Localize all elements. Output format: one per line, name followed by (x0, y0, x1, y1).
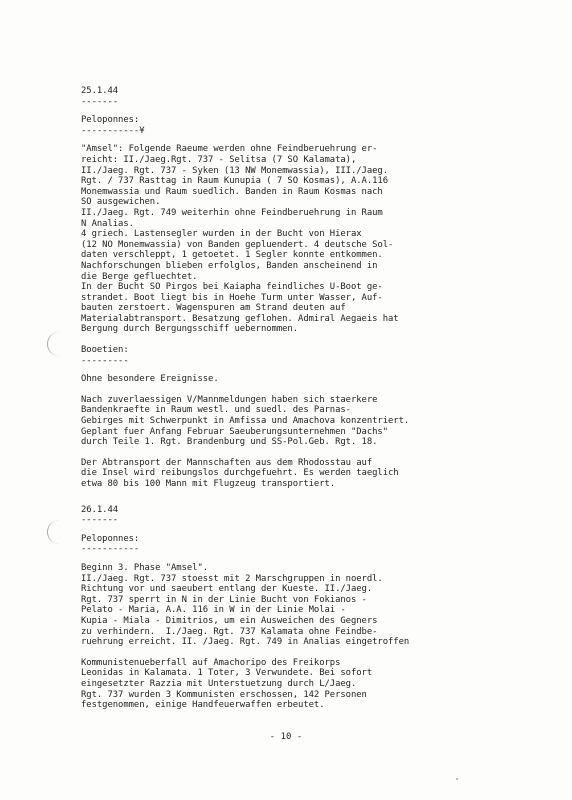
paragraph-line: Bandenkraefte in Raum westl. und suedl. des Parnas- (81, 405, 351, 416)
paragraph-line: Rgt. 737 wurden 3 Kommunisten erschossen, 142 Personen (81, 689, 367, 700)
page-number: - 10 - (269, 732, 303, 742)
spacer (81, 526, 481, 534)
paragraph-line: Ohne besondere Ereignisse. (81, 374, 219, 385)
spacer (81, 335, 481, 345)
spacer (81, 385, 481, 395)
paragraph-line: Nachforschungen blieben erfolglos, Banden anscheinend in (81, 260, 378, 271)
paragraph-line: strandet. Boot liegt bis in Hoehe Turm unter Wasser, Auf- (81, 292, 383, 303)
paragraph-line: daten verschleppt, 1 getoetet. 1 Segler konnte entkommen. (81, 250, 383, 261)
spacer (81, 490, 481, 505)
spacer (81, 366, 481, 374)
paragraph-line: Monemwassia und Raum suedlich. Banden in Raum Kosmas nach (81, 186, 383, 197)
section-heading: Peloponnes: (81, 533, 140, 544)
paragraph-line: zu verhindern. I./Jaeg. Rgt. 737 Kalamata ohne Feindbe- (81, 626, 378, 637)
date-underline: ------- (81, 96, 119, 107)
paragraph-line: etwa 80 bis 100 Mann mit Flugzeug transportiert. (81, 479, 336, 489)
paragraph-line: (12 NO Monemwassia) von Banden gepluendert. 4 deutsche Sol- (81, 239, 394, 250)
paragraph-line: reicht: II./Jaeg.Rgt. 737 - Selitsa (7 SO Kalamata), (81, 154, 357, 165)
margin-scan-mark (47, 332, 60, 356)
spacer (81, 136, 481, 144)
paragraph-line: bauten zerstoert. Wagenspuren am Strand deuten auf (81, 303, 346, 314)
spacer (81, 648, 481, 658)
heading-underline: ----------- (81, 544, 140, 555)
paragraph-line: Bergung durch Bergungsschiff uebernommen. (81, 324, 299, 335)
paragraph-line: Materialabtransport. Besatzung geflohen. Admiral Aegaeis hat (81, 313, 399, 324)
scan-speck (456, 778, 458, 780)
paragraph-line: Geplant fuer Anfang Februar Saeuberungsunternehmen "Dachs" (81, 426, 389, 437)
spacer (81, 107, 481, 115)
heading-underline: -----------¥ (81, 125, 145, 136)
paragraph-line: festgenommen, einige Handfeuerwaffen erbeutet. (81, 700, 325, 711)
paragraph-line: ruehrung erreicht. II. /Jaeg. Rgt. 749 in Analias eingetroffen (81, 637, 410, 648)
spacer (81, 555, 481, 563)
paragraph-line: Pelato - Maria, A.A. 116 in W in der Linie Molai - (81, 605, 346, 616)
paragraph-line: Gebirges mit Schwerpunkt in Amfissa und Amachova konzentriert. (81, 416, 410, 427)
paragraph-line: 4 griech. Lastensegler wurden in der Bucht von Hierax (81, 229, 362, 240)
paragraph-line: eingesetzter Razzia mit Unterstuetzung durch L/Jaeg. (81, 678, 357, 689)
paragraph-line: Rgt. / 737 Rasttag in Raum Kunupia ( 7 SO Kosmas), A.A.116 (81, 176, 389, 187)
document-body (81, 86, 481, 711)
paragraph-line: II./Jaeg. Rgt. 737 stoesst mit 2 Marschgruppen in noerdl. (81, 573, 383, 584)
paragraph-line: die Insel wird reibungslos durchgefuehrt. Es werden taeglich (81, 468, 399, 479)
date-underline: ------- (81, 515, 119, 526)
paragraph-line: SO ausgewichen. (81, 197, 161, 208)
spacer (81, 448, 481, 458)
paragraph-line: II./Jaeg. Rgt. 737 - Syken (13 NW Monemwassia), III./Jaeg. (81, 165, 389, 176)
paragraph-line: In der Bucht SO Pirgos bei Kaiapha feindliches U-Boot ge- (81, 282, 383, 293)
paragraph-line: Nach zuverlaessigen V/Mannmeldungen haben sich staerkere (81, 394, 378, 405)
paragraph-line: "Amsel": Folgende Raeume werden ohne Feindberuehrung er- (81, 144, 378, 155)
paragraph-line: durch Teile 1. Rgt. Brandenburg und SS-Pol.Geb. Rgt. 18. (81, 437, 378, 448)
paragraph-line: die Berge gefluechtet. (81, 271, 198, 282)
paragraph-line: Kommunistenueberfall auf Amachoripo des Freikorps (81, 657, 341, 668)
margin-scan-mark (47, 520, 60, 544)
section-heading: Booetien: (81, 345, 129, 356)
paragraph-line: Leonidas in Kalamata. 1 Toter, 3 Verwundete. Bei sofort (81, 668, 373, 679)
paragraph-line: N Analias. (81, 218, 134, 229)
heading-underline: --------- (81, 355, 129, 366)
paragraph-line: Kupia - Miala - Dimitrios, um ein Ausweichen des Gegners (81, 615, 378, 626)
paragraph-line: Der Abtransport der Mannschaften aus dem Rhodosstau auf (81, 457, 373, 468)
paragraph-line: Richtung vor und saeubert entlang der Kueste. II./Jaeg. (81, 584, 373, 595)
paragraph-line: II./Jaeg. Rgt. 749 weiterhin ohne Feindberuehrung in Raum (81, 207, 383, 218)
entry-date: 25.1.44 (81, 86, 119, 96)
paragraph-line: Beginn 3. Phase "Amsel". (81, 562, 209, 573)
paragraph-line: Rgt. 737 sperrt in N in der Linie Bucht von Fokianos - (81, 594, 367, 605)
section-heading: Peloponnes: (81, 115, 140, 126)
entry-date: 26.1.44 (81, 504, 119, 515)
